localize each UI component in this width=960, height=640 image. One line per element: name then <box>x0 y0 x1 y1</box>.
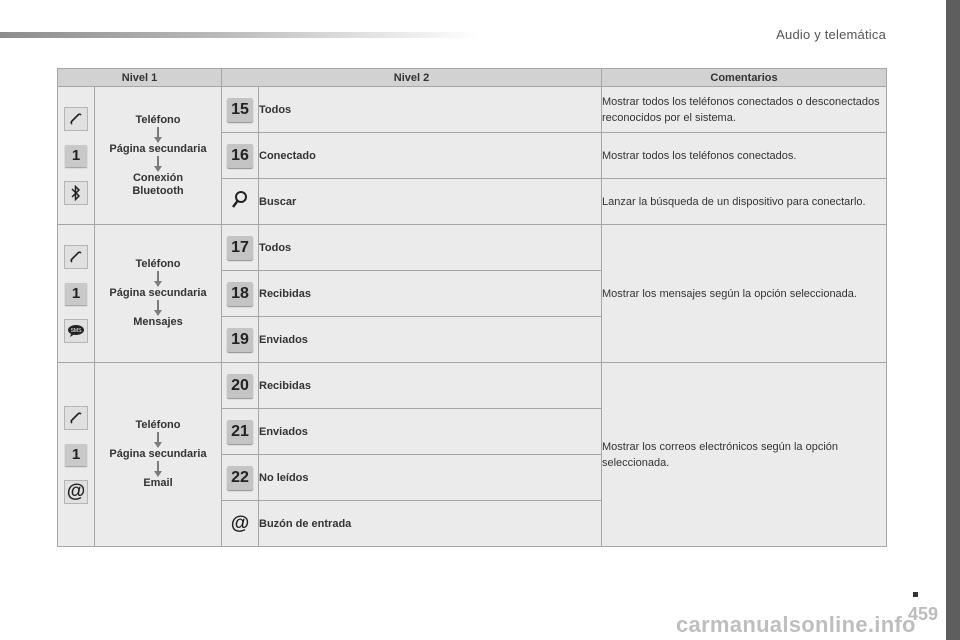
menu-number-badge: 17 <box>227 236 253 260</box>
menu-number-badge: 19 <box>227 328 253 352</box>
page-header-title: Audio y telemática <box>776 27 886 42</box>
menu-number-badge: 22 <box>227 466 253 490</box>
level1-path-cell <box>95 225 222 363</box>
menu-badge: 1 <box>65 283 87 305</box>
level2-label: Enviados <box>259 409 602 455</box>
menu-table <box>57 68 887 547</box>
arrow-down-icon <box>154 127 162 143</box>
phone-handset-icon <box>64 406 88 430</box>
arrow-down-icon <box>154 432 162 448</box>
menu-number-badge: 15 <box>227 98 253 122</box>
comment-text: Mostrar los mensajes según la opción seleccionada. <box>602 225 887 363</box>
arrow-down-icon <box>154 271 162 287</box>
at-sign-icon: @ <box>64 480 88 504</box>
level1-path-cell <box>95 87 222 225</box>
path-step: Teléfono <box>135 258 181 270</box>
arrow-down-icon <box>154 461 162 477</box>
path-step: Teléfono <box>135 113 181 126</box>
level2-label: Enviados <box>259 317 602 363</box>
path-step: Mensajes <box>133 316 183 328</box>
header-level1: Nivel 1 <box>58 69 222 87</box>
page-marker <box>913 592 918 597</box>
search-icon <box>231 201 249 213</box>
comment-text: Mostrar todos los teléfonos conectados o desconectados reconocidos por el sistema. <box>602 87 887 133</box>
arrow-down-icon <box>154 300 162 316</box>
path-step: Conexión Bluetooth <box>132 171 184 197</box>
path-step: Página secundaria <box>109 142 207 155</box>
level2-label: Buzón de entrada <box>259 501 602 547</box>
arrow-down-icon <box>154 156 162 172</box>
path-step: Página secundaria <box>109 448 207 460</box>
comment-text: Mostrar los correos electrónicos según la opción seleccionada. <box>602 363 887 547</box>
comment-text: Mostrar todos los teléfonos conectados. <box>602 133 887 179</box>
path-step: Teléfono <box>135 419 181 431</box>
level2-label: Conectado <box>259 133 602 179</box>
menu-badge: 1 <box>65 145 87 167</box>
path-step: Página secundaria <box>109 287 207 299</box>
phone-handset-icon <box>64 107 88 131</box>
level2-label: Todos <box>259 87 602 133</box>
level2-label: Recibidas <box>259 363 602 409</box>
menu-badge: 1 <box>65 444 87 466</box>
menu-number-badge: 20 <box>227 374 253 398</box>
level1-icons-cell <box>58 225 95 363</box>
path-step: Email <box>143 477 173 489</box>
level2-label: Todos <box>259 225 602 271</box>
level1-icons-cell <box>58 87 95 225</box>
menu-number-badge: 16 <box>227 144 253 168</box>
header-comments: Comentarios <box>602 69 887 87</box>
level2-label: Buscar <box>259 179 602 225</box>
svg-text:SMS: SMS <box>70 327 82 334</box>
level2-label: No leídos <box>259 455 602 501</box>
page-number: 459 <box>907 604 938 624</box>
comment-text: Lanzar la búsqueda de un dispositivo para conectarlo. <box>602 179 887 225</box>
at-sign-icon: @ <box>230 512 250 534</box>
bluetooth-icon <box>64 181 88 205</box>
phone-handset-icon <box>64 245 88 269</box>
menu-number-badge: 18 <box>227 282 253 306</box>
sms-icon <box>64 319 88 343</box>
table-row <box>58 225 887 271</box>
level1-icons-cell <box>58 363 95 547</box>
watermark: carmanualsonline.info <box>676 612 916 637</box>
header-gradient-bar <box>0 32 480 38</box>
level2-label: Recibidas <box>259 271 602 317</box>
menu-number-badge: 21 <box>227 420 253 444</box>
table-row <box>58 87 887 133</box>
table-row <box>58 363 887 409</box>
header-level2: Nivel 2 <box>222 69 602 87</box>
level1-path-cell <box>95 363 222 547</box>
page-edge-strip <box>946 0 960 640</box>
